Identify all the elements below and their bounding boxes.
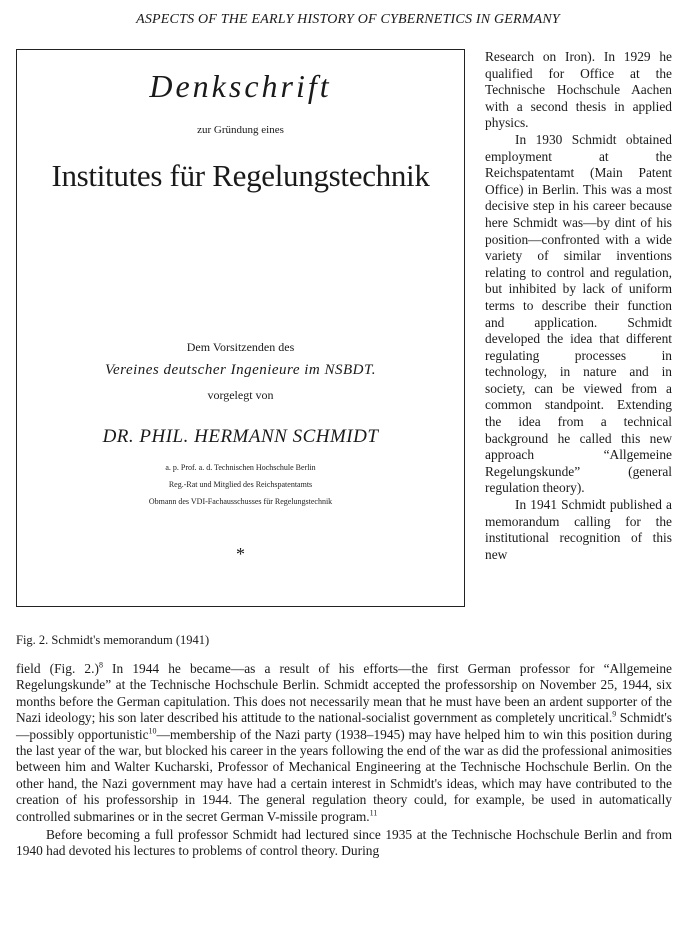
footnote-ref-9: 9 [612,709,617,719]
right-paragraph-2: In 1930 Schmidt obtained employment at the Reichspatentamt (Main Patent Office) in Berlin. This was a most decisive step in his career because here Schmidt was—by dint of his position—confronted with a wide variety of similar inventions relating to control and regulation, but inhibited by lack of uniform terms to describe their function and application. Schmidt developed the idea that different regulating processes in technology, in nature and in society, can be viewed from a common standpoint. Extending the idea from a technical background he called this new approach “Allgemeine Regelungskunde” (general regulation theory). [485,131,672,496]
figure-organization-line: Vereines deutscher Ingenieure im NSBDT. [105,362,376,378]
figure-ornament: * [236,544,245,564]
lower-body-text [16,661,672,860]
right-paragraph-3: In 1941 Schmidt published a memorandum calling for the institutional recognition of this new [485,497,672,562]
running-head: ASPECTS OF THE EARLY HISTORY OF CYBERNETICS IN GERMANY [136,12,560,27]
text-segment: Schmidt's—possibly opportunistic [16,710,672,742]
figure-affiliation-2: Reg.-Rat und Mitglied des Reichspatentamts [168,480,313,489]
figure-addressee-line: Dem Vorsitzenden des [186,340,295,354]
figure-presented-by-line: vorgelegt von [207,388,274,402]
figure-affiliation-3: Obmann des VDI-Fachausschusses für Regelungstechnik [148,497,333,506]
body-paragraph-2: Before becoming a full professor Schmidt had lectured since 1935 at the Technische Hochschule Berlin and from 1940 had devoted his lectures to problems of control theory. During [16,827,672,859]
footnote-ref-8: 8 [98,660,103,670]
body-paragraph-1 [16,661,672,825]
figure-main-title: Institutes für Regelungstechnik [51,158,430,193]
text-segment: —membership of the Nazi party (1938–1945) may have helped him to win this position during the last year of the war, but blocked his career in the years following the end of the war as did the professional animosities between him and Walter Kucharski, Professor of Mechanical Engineering at the Technische Hochschule Berlin. On the other hand, the Nazi government may have had a certain interest in Schmidt's ideas, which may have contributed to the creation of his professorship in 1944. The general regulation theory could, for example, be used in automatically controlled submarines or in the secret German V-missile program. [16,726,672,824]
figure-affiliation-1: a. p. Prof. a. d. Technischen Hochschule Berlin [165,463,316,472]
text-segment: In 1944 he became—as a result of his efforts—the first German professor for “Allgemeine Regelungskunde” at the Technische Hochschule Berlin. Schmidt accepted the professorship on November 25, 1944, six months before the German capitulation. This does not necessarily mean that he must have been an ardent supporter of the Nazi ideology; his son later described his attitude to the national-socialist government as completely uncritical. [16,661,672,726]
right-column-text [485,49,672,563]
figure-title: Denkschrift [149,68,332,104]
right-paragraph-1: Research on Iron). In 1929 he qualified for Office at the Technische Hochschule Aachen with a second thesis in applied physics. [485,49,672,131]
footnote-ref-11: 11 [369,808,378,818]
figure-subtitle: zur Gründung eines [197,124,284,136]
text-segment: field (Fig. 2.) [16,661,99,676]
footnote-ref-10: 10 [148,726,157,736]
figure-memorandum [16,49,465,607]
figure-caption: Fig. 2. Schmidt's memorandum (1941) [16,633,210,647]
figure-author: DR. PHIL. HERMANN SCHMIDT [102,426,379,447]
